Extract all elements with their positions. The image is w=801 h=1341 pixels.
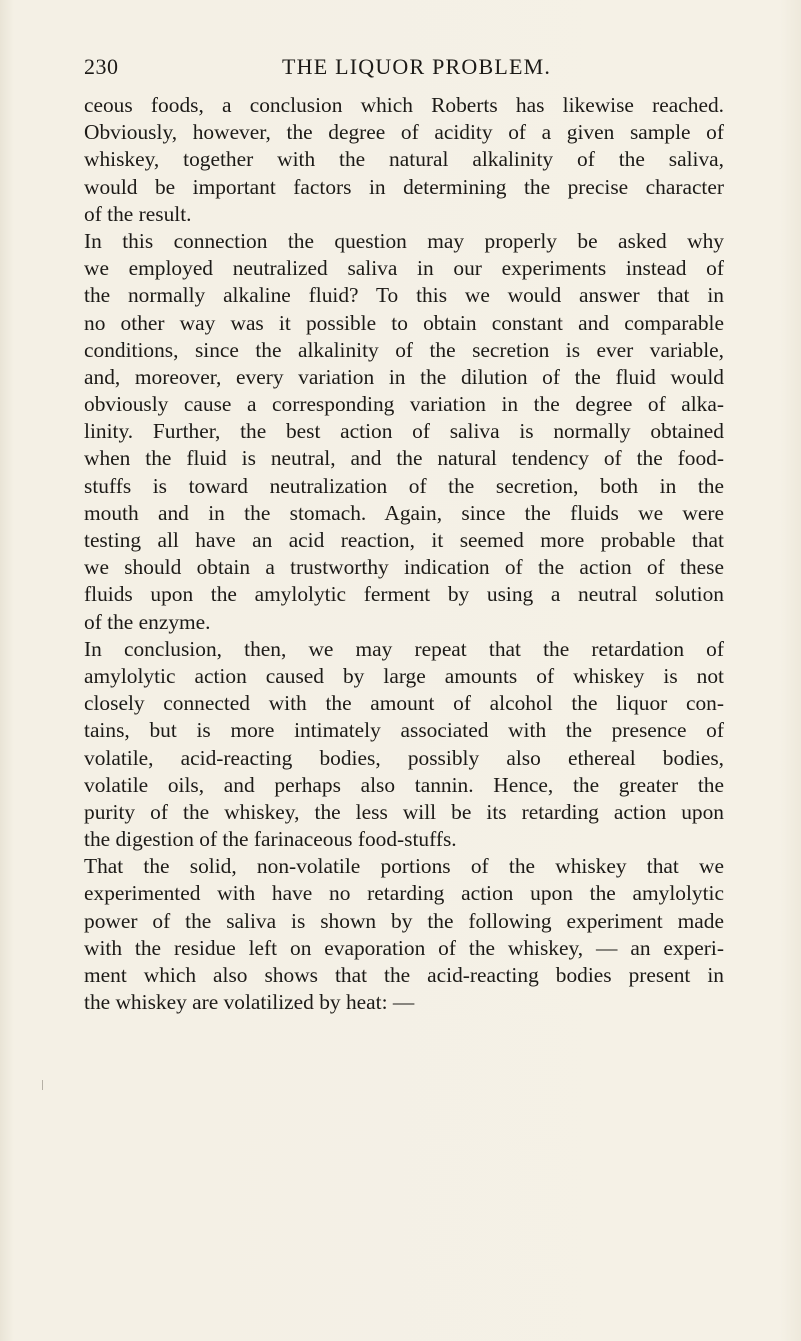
text-line: the digestion of the farinaceous food-stuffs. <box>84 827 457 852</box>
text-line: experimented with have no retarding action upon the amylolytic <box>84 881 724 906</box>
text-line: testing all have an acid reaction, it seemed more probable that <box>84 528 724 552</box>
text-line: of the result. <box>84 201 192 226</box>
text-line: closely connected with the amount of alcohol the liquor con- <box>84 691 724 716</box>
text-line: the normally alkaline fluid? To this we would answer that in <box>84 283 724 308</box>
text-line: when the fluid is neutral, and the natural tendency of the food- <box>84 446 724 471</box>
text-line: the whiskey are volatilized by heat: — <box>84 990 415 1015</box>
text-line: whiskey, together with the natural alkalinity of the saliva, <box>84 147 724 172</box>
text-line: mouth and in the stomach. Again, since the fluids we were <box>84 500 724 525</box>
margin-speck <box>42 1080 43 1090</box>
text-line: with the residue left on evaporation of the whiskey, — an experi- <box>84 935 724 960</box>
text-line: would be important factors in determining the precise character <box>84 174 724 199</box>
text-line: linity. Further, the best action of saliva is normally obtained <box>84 419 724 444</box>
text-line: Obviously, however, the degree of acidity of a given sample of <box>84 120 724 145</box>
text-line: power of the saliva is shown by the following experiment made <box>84 908 724 933</box>
body-text <box>84 92 724 1016</box>
running-title: THE LIQUOR PROBLEM. <box>282 54 552 79</box>
text-line: That the solid, non-volatile portions of the whiskey that we <box>84 854 724 879</box>
text-line: In conclusion, then, we may repeat that the retardation of <box>84 636 724 661</box>
text-line: we employed neutralized saliva in our experiments instead of <box>84 256 724 281</box>
text-line: volatile, acid-reacting bodies, possibly also ethereal bodies, <box>84 745 724 770</box>
text-line: we should obtain a trustworthy indication of the action of these <box>84 555 724 580</box>
text-line: In this connection the question may properly be asked why <box>84 228 724 253</box>
text-line: no other way was it possible to obtain constant and comparable <box>84 310 724 335</box>
page-number: 230 <box>84 54 119 79</box>
text-line: conditions, since the alkalinity of the secretion is ever variable, <box>84 337 724 362</box>
text-line: and, moreover, every variation in the dilution of the fluid would <box>84 364 724 389</box>
text-line: stuffs is toward neutralization of the secretion, both in the <box>84 473 724 498</box>
text-line: amylolytic action caused by large amounts of whiskey is not <box>84 663 724 688</box>
text-line: ceous foods, a conclusion which Roberts has likewise reached. <box>84 93 724 117</box>
text-line: ment which also shows that the acid-reacting bodies present in <box>84 963 724 987</box>
text-line: tains, but is more intimately associated with the presence of <box>84 718 724 743</box>
page-header <box>84 54 724 84</box>
text-line: volatile oils, and perhaps also tannin. Hence, the greater the <box>84 772 724 797</box>
text-line: obviously cause a corresponding variation in the degree of alka- <box>84 392 724 417</box>
text-line: of the enzyme. <box>84 609 211 634</box>
text-line: purity of the whiskey, the less will be its retarding action upon <box>84 799 724 824</box>
text-line: fluids upon the amylolytic ferment by using a neutral solution <box>84 582 724 607</box>
